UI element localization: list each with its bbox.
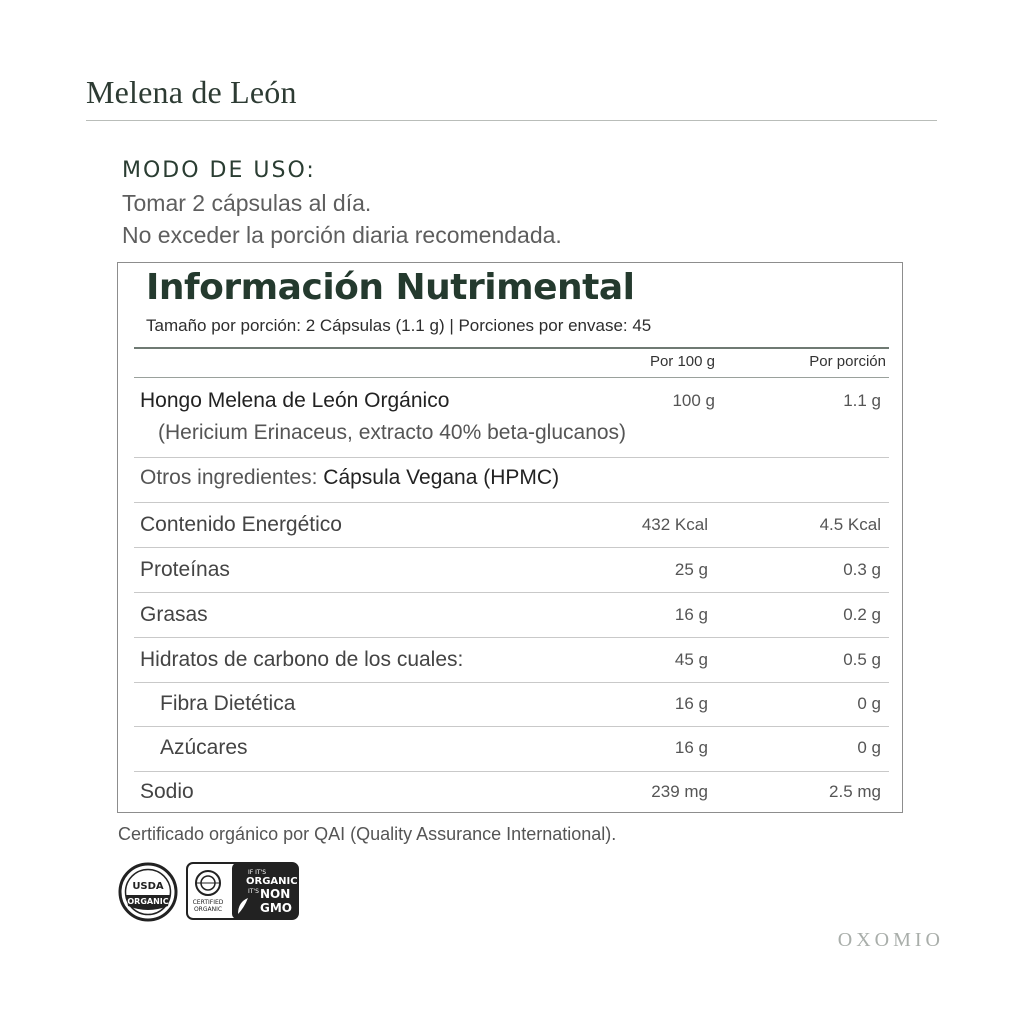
nutrient-per100: 16 g bbox=[674, 694, 708, 713]
svg-text:IF IT'S: IF IT'S bbox=[248, 869, 267, 876]
ingredient-name: Hongo Melena de León Orgánico bbox=[140, 389, 450, 412]
nutrition-panel bbox=[117, 262, 903, 813]
qai-certified-organic-icon bbox=[186, 862, 299, 925]
nutrient-perserving: 0 g bbox=[857, 694, 881, 713]
svg-text:ORGANIC: ORGANIC bbox=[193, 906, 223, 913]
row-divider bbox=[134, 726, 889, 727]
row-divider bbox=[134, 547, 889, 548]
row-divider bbox=[134, 502, 889, 503]
column-header-perserving: Por porción bbox=[809, 353, 886, 370]
row-divider bbox=[134, 771, 889, 772]
nutrient-perserving: 0.3 g bbox=[843, 560, 881, 579]
brand-logo: OXOMIO bbox=[837, 929, 944, 951]
title-divider bbox=[86, 120, 937, 121]
nutrient-perserving: 0.2 g bbox=[843, 605, 881, 624]
svg-text:ORGANIC: ORGANIC bbox=[246, 876, 298, 887]
ingredient-perserving: 1.1 g bbox=[843, 391, 881, 410]
nutrient-label: Azúcares bbox=[160, 736, 248, 759]
other-ingredients-label: Otros ingredientes: bbox=[140, 466, 318, 489]
page-title: Melena de León bbox=[86, 74, 297, 110]
nutrient-perserving: 0.5 g bbox=[843, 650, 881, 669]
nutrient-label: Contenido Energético bbox=[140, 513, 342, 536]
nutrition-title: Información Nutrimental bbox=[146, 267, 635, 308]
nutrient-per100: 239 mg bbox=[651, 782, 708, 801]
usda-organic-seal-icon bbox=[118, 862, 178, 927]
svg-text:GMO: GMO bbox=[260, 901, 292, 915]
nutrient-per100: 45 g bbox=[674, 650, 708, 669]
svg-text:USDA: USDA bbox=[132, 881, 164, 892]
usage-line: No exceder la porción diaria recomendada. bbox=[122, 222, 562, 248]
nutrient-per100: 16 g bbox=[674, 605, 708, 624]
nutrient-per100: 25 g bbox=[674, 560, 708, 579]
ingredient-detail: (Hericium Erinaceus, extracto 40% beta-glucanos) bbox=[158, 421, 627, 444]
svg-text:ORGANIC: ORGANIC bbox=[127, 897, 169, 906]
other-ingredients-value: Cápsula Vegana (HPMC) bbox=[323, 466, 560, 489]
nutrient-per100: 16 g bbox=[674, 738, 708, 757]
row-divider bbox=[134, 682, 889, 683]
row-divider bbox=[134, 637, 889, 638]
nutrient-label: Proteínas bbox=[140, 558, 230, 581]
nutrient-perserving: 0 g bbox=[857, 738, 881, 757]
nutrient-per100: 432 Kcal bbox=[641, 515, 708, 534]
other-ingredients bbox=[140, 466, 559, 490]
svg-text:NON: NON bbox=[260, 887, 291, 901]
svg-text:IT'S: IT'S bbox=[248, 888, 259, 895]
nutrient-label: Sodio bbox=[140, 780, 194, 803]
column-header-rule bbox=[134, 377, 889, 378]
ingredient-per100: 100 g bbox=[672, 391, 715, 410]
nutrient-label: Fibra Dietética bbox=[160, 692, 296, 715]
svg-text:CERTIFIED: CERTIFIED bbox=[192, 899, 224, 906]
nutrient-perserving: 4.5 Kcal bbox=[819, 515, 881, 534]
usage-line: Tomar 2 cápsulas al día. bbox=[122, 190, 372, 216]
certification-footnote: Certificado orgánico por QAI (Quality Assurance International). bbox=[118, 824, 617, 844]
column-header-per100: Por 100 g bbox=[649, 353, 715, 370]
row-divider bbox=[134, 592, 889, 593]
serving-size: Tamaño por porción: 2 Cápsulas (1.1 g) | Porciones por envase: 45 bbox=[146, 316, 652, 335]
row-divider bbox=[134, 457, 889, 458]
nutrient-perserving: 2.5 mg bbox=[829, 782, 881, 801]
usage-heading: MODO DE USO: bbox=[122, 158, 316, 183]
nutrient-label: Hidratos de carbono de los cuales: bbox=[140, 648, 464, 671]
header-rule bbox=[134, 347, 889, 349]
nutrient-label: Grasas bbox=[140, 603, 208, 626]
